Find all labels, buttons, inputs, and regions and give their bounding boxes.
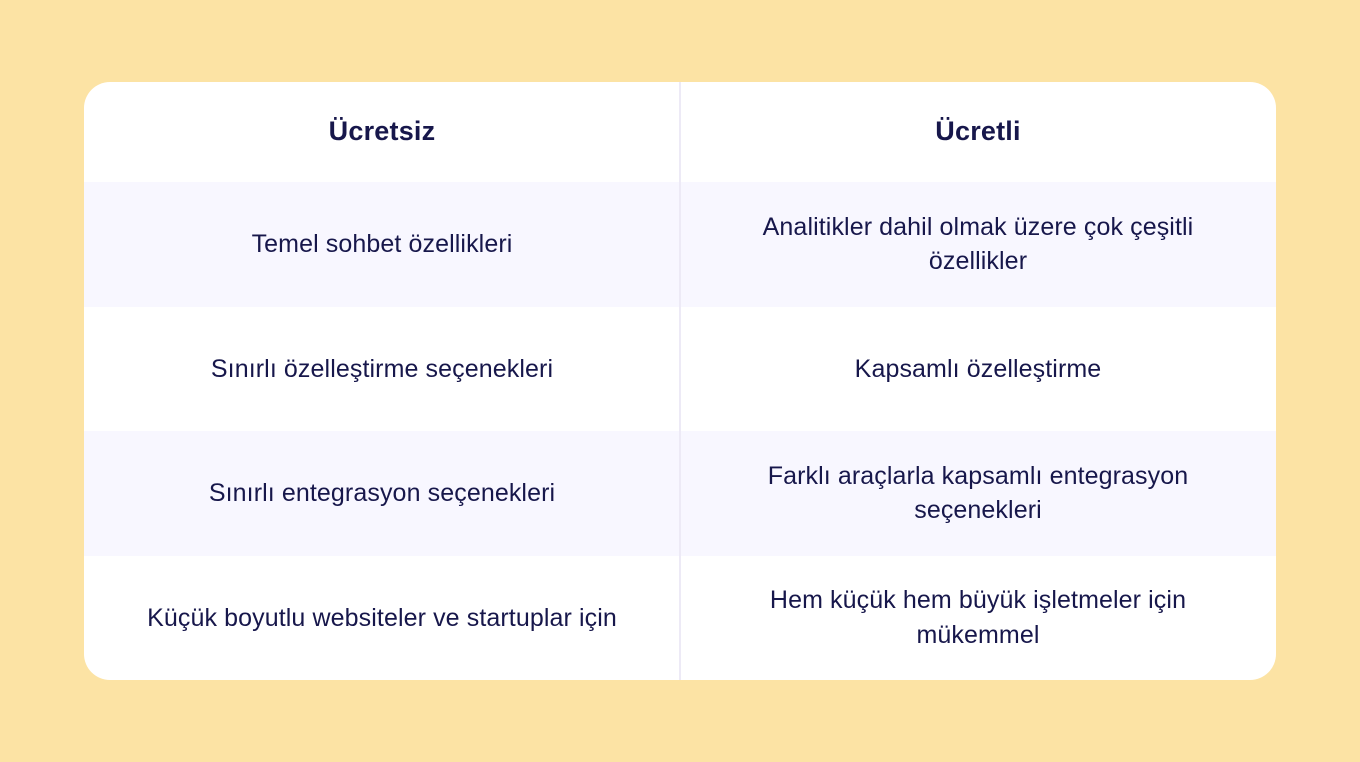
header-label-free: Ücretsiz (328, 116, 436, 147)
cell-text-paid-2: Kapsamlı özelleştirme (854, 354, 1102, 383)
header-label-paid: Ücretli (935, 116, 1021, 147)
cell-text-free-1: Temel sohbet özellikleri (251, 230, 513, 258)
cell-free-3 (84, 431, 680, 556)
cell-text-paid-4: Hem küçük hem büyük işletmeler için mükemmel (769, 586, 1187, 649)
header-cell-free (84, 82, 680, 182)
comparison-table-card (84, 82, 1276, 680)
cell-text-free-2: Sınırlı özelleştirme seçenekleri (210, 354, 554, 383)
cell-paid-2 (680, 307, 1276, 432)
cell-text-paid-1: Analitikler dahil olmak üzere çok çeşitli özellikler (762, 212, 1194, 276)
cell-paid-1 (680, 182, 1276, 307)
cell-paid-4 (680, 556, 1276, 681)
cell-text-free-4: Küçük boyutlu websiteler ve startuplar için (147, 603, 617, 632)
cell-free-1 (84, 182, 680, 307)
column-divider (679, 82, 681, 680)
cell-free-4 (84, 556, 680, 681)
cell-paid-3 (680, 431, 1276, 556)
cell-text-paid-3: Farklı araçlarla kapsamlı entegrasyon seçenekleri (767, 461, 1189, 525)
cell-text-free-3: Sınırlı entegrasyon seçenekleri (208, 479, 556, 507)
cell-free-2 (84, 307, 680, 432)
header-cell-paid (680, 82, 1276, 182)
